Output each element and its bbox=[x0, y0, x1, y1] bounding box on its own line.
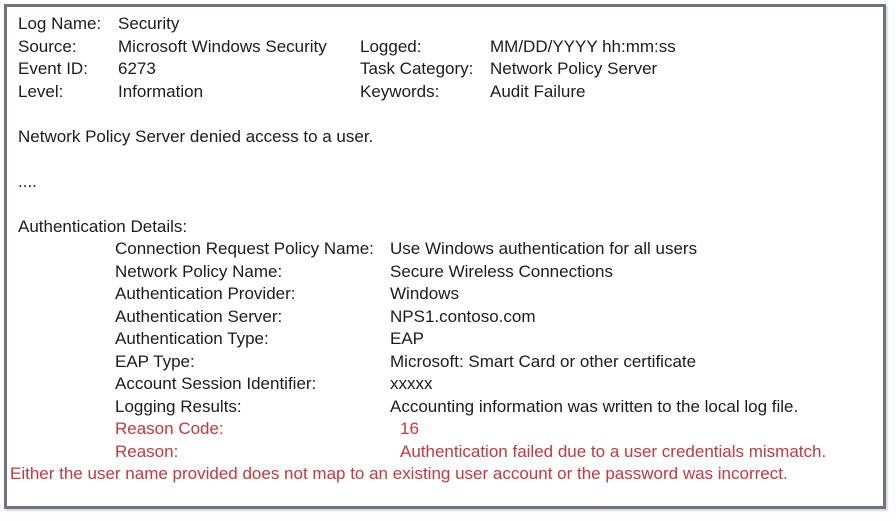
header-row-event-id bbox=[18, 58, 875, 81]
event-id-label: Event ID: bbox=[18, 59, 88, 78]
event-log-content bbox=[7, 7, 883, 486]
detail-value: EAP bbox=[390, 329, 425, 348]
detail-row-logging-results bbox=[18, 396, 875, 419]
detail-label: Logging Results: bbox=[115, 396, 242, 416]
event-id-value: 6273 bbox=[118, 59, 156, 78]
keywords-label: Keywords: bbox=[360, 81, 440, 101]
detail-value: Use Windows authentication for all users bbox=[390, 239, 698, 258]
blank-line bbox=[18, 193, 875, 216]
blank-line bbox=[18, 148, 875, 171]
detail-row-authentication-type bbox=[18, 328, 875, 351]
detail-value: NPS1.contoso.com bbox=[390, 306, 536, 326]
detail-label: Authentication Provider: bbox=[115, 284, 296, 303]
detail-value: Accounting information was written to the local log file. bbox=[390, 396, 799, 416]
detail-row-connection-request-policy bbox=[18, 238, 875, 261]
detail-row-authentication-server bbox=[18, 306, 875, 329]
detail-label: Connection Request Policy Name: bbox=[115, 239, 374, 258]
detail-row-eap-type bbox=[18, 351, 875, 374]
detail-value: Windows bbox=[390, 284, 459, 303]
level-value: Information bbox=[118, 81, 204, 101]
log-name-value: Security bbox=[118, 14, 180, 33]
reason-label: Reason: bbox=[115, 441, 179, 461]
detail-label: Account Session Identifier: bbox=[115, 374, 317, 393]
detail-row-authentication-provider bbox=[18, 283, 875, 306]
error-explanation-text: Either the user name provided does not map to an existing user account or the password was incorrect. bbox=[10, 464, 788, 483]
event-log-panel bbox=[4, 4, 886, 509]
source-value: Microsoft Windows Security bbox=[118, 36, 327, 56]
detail-row-account-session-identifier bbox=[18, 373, 875, 396]
detail-row-network-policy-name bbox=[18, 261, 875, 284]
detail-label: EAP Type: bbox=[115, 351, 195, 371]
detail-row-reason-code bbox=[18, 418, 875, 441]
source-label: Source: bbox=[18, 36, 77, 56]
logged-value: MM/DD/YYYY hh:mm:ss bbox=[490, 36, 676, 56]
header-row-log-name bbox=[18, 13, 875, 36]
detail-label: Authentication Server: bbox=[115, 306, 283, 326]
detail-row-reason bbox=[18, 441, 875, 464]
header-row-source bbox=[18, 36, 875, 59]
header-row-level bbox=[18, 81, 875, 104]
reason-code-value: 16 bbox=[400, 419, 419, 438]
level-label: Level: bbox=[18, 81, 64, 101]
log-name-label: Log Name: bbox=[18, 14, 102, 33]
reason-code-label: Reason Code: bbox=[115, 419, 224, 438]
detail-label: Authentication Type: bbox=[115, 329, 269, 348]
keywords-value: Audit Failure bbox=[490, 81, 586, 101]
blank-line bbox=[18, 103, 875, 126]
task-category-label: Task Category: bbox=[360, 59, 474, 78]
logged-label: Logged: bbox=[360, 36, 422, 56]
task-category-value: Network Policy Server bbox=[490, 59, 658, 78]
ellipsis-text: .... bbox=[18, 171, 37, 191]
auth-details-heading: Authentication Details: bbox=[18, 216, 188, 236]
detail-label: Network Policy Name: bbox=[115, 261, 283, 281]
reason-value: Authentication failed due to a user credentials mismatch. bbox=[400, 441, 827, 461]
detail-value: xxxxx bbox=[390, 374, 433, 393]
detail-value: Secure Wireless Connections bbox=[390, 261, 613, 281]
detail-value: Microsoft: Smart Card or other certificate bbox=[390, 351, 697, 371]
event-message: Network Policy Server denied access to a user. bbox=[18, 126, 374, 146]
